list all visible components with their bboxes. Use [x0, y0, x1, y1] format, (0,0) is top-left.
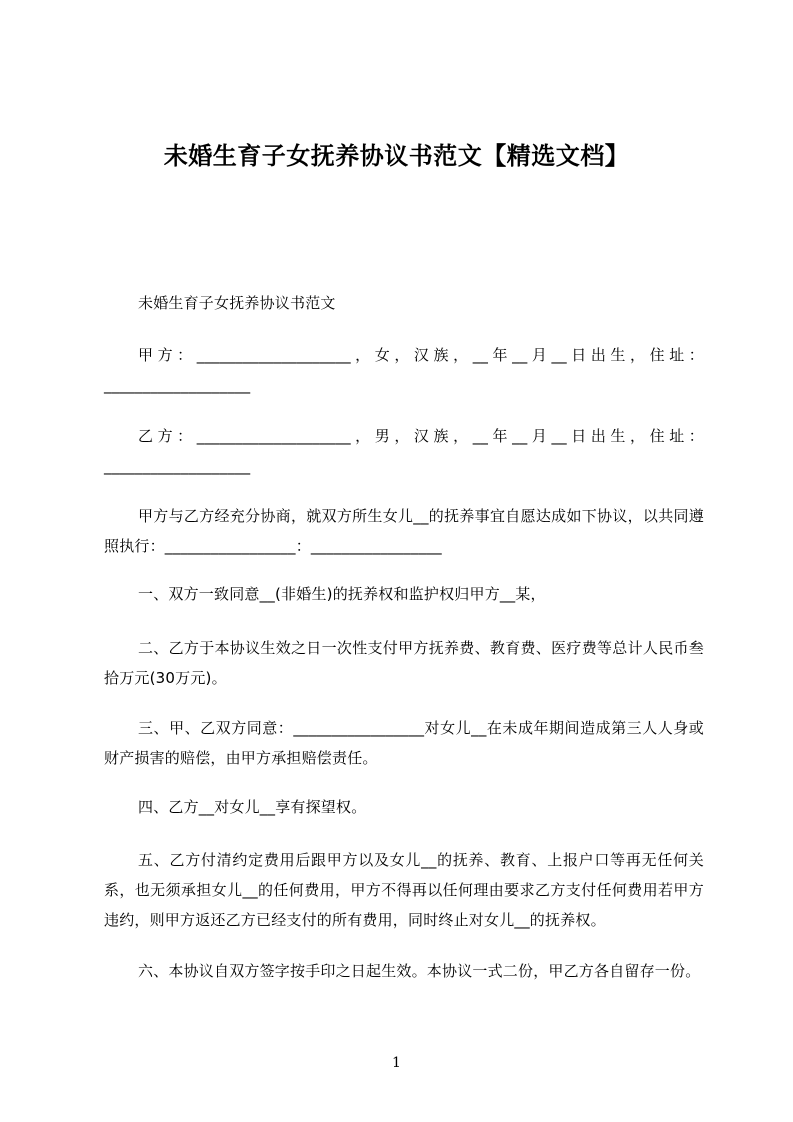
party-b-paragraph: 乙方：____________________，男，汉族，__年__月__日出生，住址：___________________ [104, 427, 704, 475]
page-number: 1 [392, 1055, 401, 1071]
clause-5: 五、乙方付清约定费用后跟甲方以及女儿__的抚养、教育、上报户口等再无任何关系，也无须承担女儿__的任何费用，甲方不得再以任何理由要求乙方支付任何费用若甲方违约，则甲方返还乙方已经支付的所有费用，同时终止对女儿__的抚养权。 [104, 851, 704, 929]
clause-1: 一、双方一致同意__(非婚生)的抚养权和监护权归甲方__某， [138, 585, 546, 603]
document-subtitle: 未婚生育子女抚养协议书范文 [138, 294, 336, 312]
party-a-paragraph: 甲方：____________________，女，汉族，__年__月__日出生，住址：___________________ [104, 346, 704, 394]
intro-paragraph: 甲方与乙方经充分协商，就双方所生女儿__的抚养事宜自愿达成如下协议，以共同遵照执行：_________________：_________________ [104, 507, 704, 555]
clause-4: 四、乙方__对女儿__享有探望权。 [138, 798, 367, 816]
clause-6: 六、本协议自双方签字按手印之日起生效。本协议一式二份，甲乙方各自留存一份。 [138, 962, 701, 980]
clause-2: 二、乙方于本协议生效之日一次性支付甲方抚养费、教育费、医疗费等总计人民币叁拾万元(30万元)。 [104, 639, 704, 687]
clause-3: 三、甲、乙双方同意：_________________对女儿__在未成年期间造成第三人人身或财产损害的赔偿，由甲方承担赔偿责任。 [104, 719, 704, 767]
document-title: 未婚生育子女抚养协议书范文【精选文档】 [163, 142, 630, 170]
